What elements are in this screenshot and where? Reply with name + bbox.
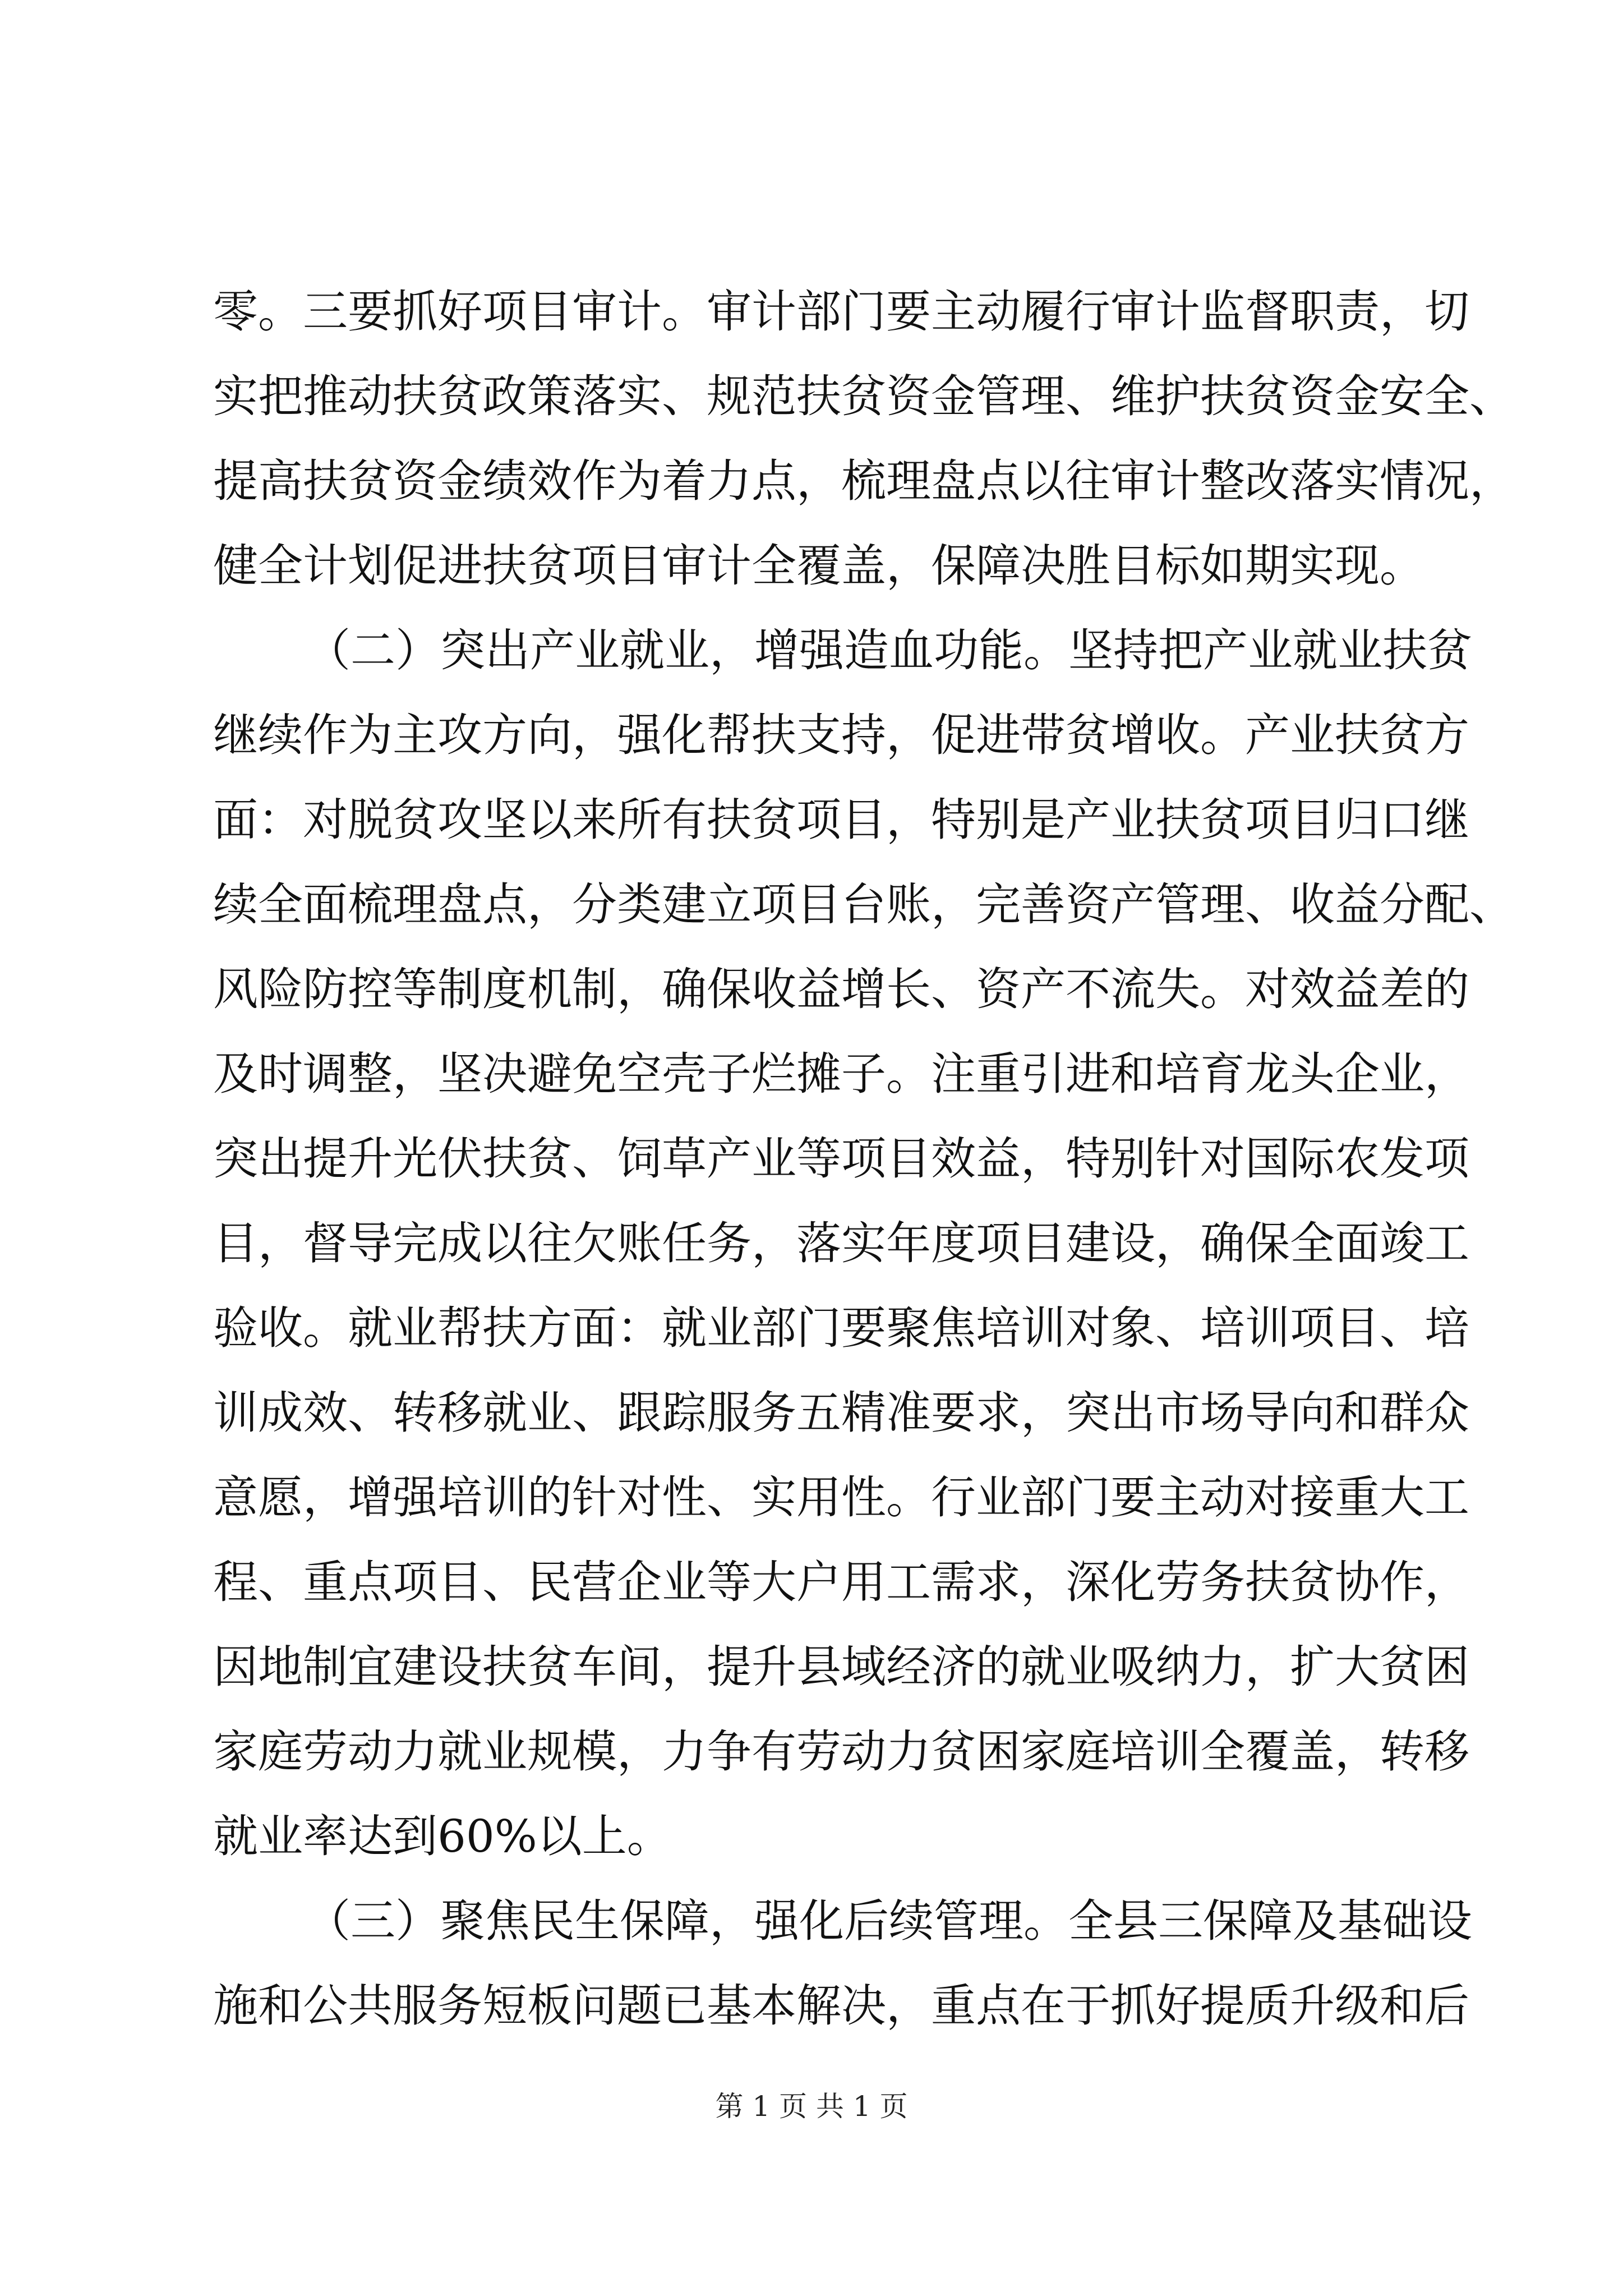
text-line: 验收。就业帮扶方面：就业部门要聚焦培训对象、培训项目、培 [213, 1302, 1469, 1354]
text-line: 及时调整，坚决避免空壳子烂摊子。注重引进和培育龙头企业， [213, 1048, 1469, 1100]
text-line: 程、重点项目、民营企业等大户用工需求，深化劳务扶贫协作， [213, 1556, 1469, 1608]
text-line: 健全计划促进扶贫项目审计全覆盖，保障决胜目标如期实现。 [213, 540, 1424, 592]
text-line: 目，督导完成以往欠账任务，落实年度项目建设，确保全面竣工 [213, 1217, 1469, 1269]
text-line: 训成效、转移就业、跟踪服务五精准要求，突出市场导向和群众 [213, 1387, 1469, 1439]
text-line: 提高扶贫资金绩效作为着力点，梳理盘点以往审计整改落实情况， [213, 455, 1514, 507]
text-line: 面：对脱贫攻坚以来所有扶贫项目，特别是产业扶贫项目归口继 [213, 794, 1469, 846]
text-line: （三）聚焦民生保障，强化后续管理。全县三保障及基础设 [306, 1895, 1472, 1947]
text-line: 家庭劳动力就业规模，力争有劳动力贫困家庭培训全覆盖，转移 [213, 1726, 1469, 1778]
text-line: 续全面梳理盘点，分类建立项目台账，完善资产管理、收益分配、 [213, 878, 1514, 931]
text-line: 零。三要抓好项目审计。审计部门要主动履行审计监督职责，切 [213, 286, 1469, 338]
text-line: （二）突出产业就业，增强造血功能。坚持把产业就业扶贫 [306, 624, 1472, 677]
document-body [213, 269, 1514, 2048]
text-line: 施和公共服务短板问题已基本解决，重点在于抓好提质升级和后 [213, 1980, 1469, 2032]
text-line: 就业率达到60%以上。 [213, 1810, 672, 1862]
text-line: 继续作为主攻方向，强化帮扶支持，促进带贫增收。产业扶贫方 [213, 709, 1469, 761]
text-line: 风险防控等制度机制，确保收益增长、资产不流失。对效益差的 [213, 963, 1469, 1015]
text-line: 突出提升光伏扶贫、饲草产业等项目效益，特别针对国际农发项 [213, 1133, 1469, 1185]
text-line: 实把推动扶贫政策落实、规范扶贫资金管理、维护扶贫资金安全、 [213, 370, 1514, 422]
page-footer: 第 1 页 共 1 页 [715, 2090, 908, 2123]
text-line: 意愿，增强培训的针对性、实用性。行业部门要主动对接重大工 [213, 1471, 1469, 1524]
text-line: 因地制宜建设扶贫车间，提升县域经济的就业吸纳力，扩大贫困 [213, 1641, 1469, 1693]
